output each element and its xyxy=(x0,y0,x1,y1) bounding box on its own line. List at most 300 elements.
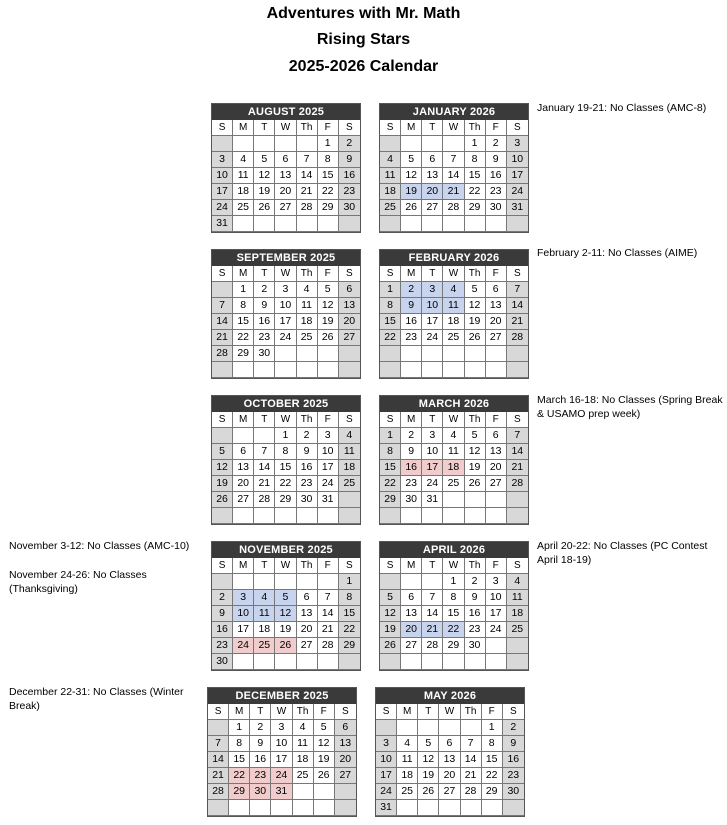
day-cell: 12 xyxy=(465,298,486,314)
weekday-label: M xyxy=(233,120,254,136)
day-cell: 27 xyxy=(422,200,443,216)
day-cell: 7 xyxy=(212,298,233,314)
day-cell: 26 xyxy=(465,330,486,346)
day-cell: 2 xyxy=(401,428,422,444)
day-cell: 30 xyxy=(503,784,524,800)
day-cell: 19 xyxy=(401,184,422,200)
empty-cell xyxy=(297,136,318,152)
day-cell: 30 xyxy=(465,638,486,654)
day-cell: 9 xyxy=(486,152,507,168)
empty-cell xyxy=(254,362,275,378)
empty-cell xyxy=(275,362,296,378)
empty-cell xyxy=(507,508,528,524)
day-cell: 22 xyxy=(380,330,401,346)
day-cell: 9 xyxy=(254,298,275,314)
weekday-label: Th xyxy=(293,704,314,720)
empty-cell xyxy=(443,362,464,378)
weekday-label: W xyxy=(271,704,292,720)
day-cell: 4 xyxy=(293,720,314,736)
day-cell: 25 xyxy=(397,784,418,800)
day-cell: 22 xyxy=(482,768,503,784)
day-cell: 15 xyxy=(229,752,250,768)
weekday-label: T xyxy=(254,558,275,574)
day-cell: 16 xyxy=(212,622,233,638)
weekday-label: F xyxy=(486,412,507,428)
day-cell: 7 xyxy=(254,444,275,460)
empty-cell xyxy=(254,216,275,232)
day-cell: 10 xyxy=(422,444,443,460)
day-cell: 24 xyxy=(507,184,528,200)
calendar-april-2026 xyxy=(379,541,529,671)
empty-cell xyxy=(339,362,360,378)
day-cell: 17 xyxy=(507,168,528,184)
day-cell: 8 xyxy=(339,590,360,606)
weekday-label: W xyxy=(275,120,296,136)
day-cell: 17 xyxy=(271,752,292,768)
day-cell: 1 xyxy=(380,428,401,444)
day-cell: 6 xyxy=(275,152,296,168)
empty-cell xyxy=(422,136,443,152)
day-cell: 6 xyxy=(422,152,443,168)
month-header: MAY 2026 xyxy=(376,688,524,704)
calendar-october-2025 xyxy=(211,395,361,525)
day-cell: 31 xyxy=(212,216,233,232)
day-cell: 9 xyxy=(401,298,422,314)
day-cell: 13 xyxy=(486,444,507,460)
empty-cell xyxy=(380,654,401,670)
empty-cell xyxy=(318,574,339,590)
day-cell: 6 xyxy=(401,590,422,606)
month-header: OCTOBER 2025 xyxy=(212,396,360,412)
day-cell: 15 xyxy=(339,606,360,622)
day-cell: 4 xyxy=(507,574,528,590)
day-cell: 22 xyxy=(233,330,254,346)
day-cell: 10 xyxy=(271,736,292,752)
empty-cell xyxy=(507,638,528,654)
day-cell: 8 xyxy=(275,444,296,460)
month-header: DECEMBER 2025 xyxy=(208,688,356,704)
empty-cell xyxy=(443,508,464,524)
month-header: NOVEMBER 2025 xyxy=(212,542,360,558)
day-cell: 5 xyxy=(465,428,486,444)
note-february: February 2-11: No Classes (AIME) xyxy=(537,247,698,259)
weekday-label: S xyxy=(380,120,401,136)
day-cell: 5 xyxy=(418,736,439,752)
weekday-label: S xyxy=(507,558,528,574)
day-cell: 14 xyxy=(318,606,339,622)
day-cell: 4 xyxy=(443,282,464,298)
day-cell: 12 xyxy=(314,736,335,752)
empty-cell xyxy=(482,800,503,816)
day-cell: 30 xyxy=(254,346,275,362)
month-grid xyxy=(208,704,356,816)
weekday-label: M xyxy=(233,558,254,574)
empty-cell xyxy=(465,346,486,362)
day-cell: 9 xyxy=(465,590,486,606)
day-cell: 25 xyxy=(380,200,401,216)
day-cell: 28 xyxy=(443,200,464,216)
weekday-label: F xyxy=(318,558,339,574)
empty-cell xyxy=(254,574,275,590)
empty-cell xyxy=(507,654,528,670)
day-cell: 29 xyxy=(482,784,503,800)
day-cell: 25 xyxy=(443,476,464,492)
day-cell: 22 xyxy=(465,184,486,200)
day-cell: 10 xyxy=(486,590,507,606)
day-cell: 16 xyxy=(503,752,524,768)
weekday-label: S xyxy=(212,558,233,574)
day-cell: 12 xyxy=(380,606,401,622)
weekday-label: F xyxy=(486,266,507,282)
day-cell: 24 xyxy=(233,638,254,654)
day-cell: 9 xyxy=(401,444,422,460)
day-cell: 9 xyxy=(297,444,318,460)
empty-cell xyxy=(418,720,439,736)
empty-cell xyxy=(376,720,397,736)
weekday-label: S xyxy=(339,266,360,282)
day-cell: 16 xyxy=(465,606,486,622)
empty-cell xyxy=(339,346,360,362)
empty-cell xyxy=(254,654,275,670)
day-cell: 16 xyxy=(339,168,360,184)
day-cell: 14 xyxy=(208,752,229,768)
day-cell: 28 xyxy=(507,330,528,346)
day-cell: 22 xyxy=(275,476,296,492)
day-cell: 1 xyxy=(380,282,401,298)
day-cell: 3 xyxy=(212,152,233,168)
day-cell: 8 xyxy=(233,298,254,314)
empty-cell xyxy=(318,654,339,670)
calendar-january-2026 xyxy=(379,103,529,233)
day-cell: 23 xyxy=(297,476,318,492)
empty-cell xyxy=(339,654,360,670)
day-cell: 27 xyxy=(335,768,356,784)
day-cell: 4 xyxy=(380,152,401,168)
day-cell: 28 xyxy=(212,346,233,362)
day-cell: 25 xyxy=(293,768,314,784)
day-cell: 23 xyxy=(250,768,271,784)
empty-cell xyxy=(212,362,233,378)
day-cell: 17 xyxy=(275,314,296,330)
day-cell: 6 xyxy=(486,282,507,298)
day-cell: 11 xyxy=(443,444,464,460)
empty-cell xyxy=(465,216,486,232)
empty-cell xyxy=(275,136,296,152)
weekday-label: S xyxy=(380,266,401,282)
note-april: April 20-22: No Classes (PC Contest April 18-19) xyxy=(537,540,708,566)
weekday-label: S xyxy=(339,412,360,428)
day-cell: 21 xyxy=(318,622,339,638)
weekday-label: W xyxy=(439,704,460,720)
empty-cell xyxy=(297,508,318,524)
day-cell: 3 xyxy=(422,428,443,444)
day-cell: 28 xyxy=(318,638,339,654)
day-cell: 23 xyxy=(486,184,507,200)
day-cell: 8 xyxy=(318,152,339,168)
day-cell: 6 xyxy=(339,282,360,298)
day-cell: 2 xyxy=(212,590,233,606)
day-cell: 30 xyxy=(297,492,318,508)
day-cell: 8 xyxy=(443,590,464,606)
day-cell: 22 xyxy=(380,476,401,492)
weekday-label: Th xyxy=(465,120,486,136)
weekday-label: Th xyxy=(461,704,482,720)
weekday-label: Th xyxy=(465,412,486,428)
empty-cell xyxy=(465,362,486,378)
day-cell: 19 xyxy=(418,768,439,784)
weekday-label: S xyxy=(208,704,229,720)
empty-cell xyxy=(233,216,254,232)
empty-cell xyxy=(380,574,401,590)
month-grid xyxy=(212,120,360,232)
day-cell: 7 xyxy=(461,736,482,752)
day-cell: 23 xyxy=(465,622,486,638)
weekday-label: S xyxy=(503,704,524,720)
month-grid xyxy=(380,266,528,378)
day-cell: 3 xyxy=(275,282,296,298)
weekday-label: T xyxy=(254,412,275,428)
day-cell: 26 xyxy=(275,638,296,654)
day-cell: 16 xyxy=(486,168,507,184)
day-cell: 29 xyxy=(443,638,464,654)
day-cell: 7 xyxy=(507,282,528,298)
day-cell: 30 xyxy=(339,200,360,216)
month-header: APRIL 2026 xyxy=(380,542,528,558)
day-cell: 1 xyxy=(339,574,360,590)
day-cell: 19 xyxy=(275,622,296,638)
day-cell: 1 xyxy=(229,720,250,736)
empty-cell xyxy=(380,136,401,152)
day-cell: 2 xyxy=(486,136,507,152)
day-cell: 27 xyxy=(486,330,507,346)
weekday-label: S xyxy=(212,412,233,428)
day-cell: 13 xyxy=(339,298,360,314)
weekday-label: T xyxy=(254,120,275,136)
day-cell: 5 xyxy=(254,152,275,168)
day-cell: 3 xyxy=(271,720,292,736)
day-cell: 21 xyxy=(208,768,229,784)
day-cell: 16 xyxy=(254,314,275,330)
weekday-label: T xyxy=(250,704,271,720)
day-cell: 17 xyxy=(422,460,443,476)
weekday-label: S xyxy=(212,266,233,282)
empty-cell xyxy=(465,508,486,524)
day-cell: 8 xyxy=(380,298,401,314)
empty-cell xyxy=(422,508,443,524)
day-cell: 21 xyxy=(443,184,464,200)
day-cell: 28 xyxy=(254,492,275,508)
empty-cell xyxy=(293,784,314,800)
day-cell: 7 xyxy=(443,152,464,168)
day-cell: 27 xyxy=(233,492,254,508)
day-cell: 18 xyxy=(293,752,314,768)
day-cell: 6 xyxy=(335,720,356,736)
day-cell: 13 xyxy=(275,168,296,184)
day-cell: 7 xyxy=(422,590,443,606)
day-cell: 2 xyxy=(401,282,422,298)
day-cell: 1 xyxy=(443,574,464,590)
note-december: December 22-31: No Classes (Winter Break) xyxy=(9,686,184,712)
day-cell: 30 xyxy=(250,784,271,800)
day-cell: 16 xyxy=(401,314,422,330)
weekday-label: W xyxy=(275,558,296,574)
day-cell: 19 xyxy=(318,314,339,330)
day-cell: 17 xyxy=(486,606,507,622)
day-cell: 23 xyxy=(503,768,524,784)
empty-cell xyxy=(443,136,464,152)
weekday-label: S xyxy=(335,704,356,720)
day-cell: 7 xyxy=(507,428,528,444)
day-cell: 10 xyxy=(507,152,528,168)
empty-cell xyxy=(507,216,528,232)
calendar-may-2026 xyxy=(375,687,525,817)
day-cell: 19 xyxy=(212,476,233,492)
empty-cell xyxy=(486,216,507,232)
weekday-label: S xyxy=(507,120,528,136)
day-cell: 5 xyxy=(465,282,486,298)
day-cell: 20 xyxy=(297,622,318,638)
day-cell: 24 xyxy=(318,476,339,492)
day-cell: 29 xyxy=(229,784,250,800)
weekday-label: S xyxy=(339,120,360,136)
empty-cell xyxy=(401,654,422,670)
day-cell: 12 xyxy=(254,168,275,184)
day-cell: 20 xyxy=(422,184,443,200)
empty-cell xyxy=(297,574,318,590)
empty-cell xyxy=(208,720,229,736)
day-cell: 26 xyxy=(254,200,275,216)
weekday-label: S xyxy=(212,120,233,136)
empty-cell xyxy=(507,362,528,378)
day-cell: 22 xyxy=(339,622,360,638)
day-cell: 24 xyxy=(271,768,292,784)
day-cell: 10 xyxy=(275,298,296,314)
day-cell: 31 xyxy=(507,200,528,216)
day-cell: 17 xyxy=(376,768,397,784)
empty-cell xyxy=(507,492,528,508)
empty-cell xyxy=(401,574,422,590)
day-cell: 26 xyxy=(318,330,339,346)
day-cell: 9 xyxy=(339,152,360,168)
day-cell: 25 xyxy=(443,330,464,346)
empty-cell xyxy=(380,346,401,362)
note-january: January 19-21: No Classes (AMC-8) xyxy=(537,102,707,114)
day-cell: 4 xyxy=(443,428,464,444)
day-cell: 3 xyxy=(486,574,507,590)
note-march: March 16-18: No Classes (Spring Break & USAMO prep week) xyxy=(537,394,723,420)
day-cell: 23 xyxy=(339,184,360,200)
empty-cell xyxy=(339,492,360,508)
day-cell: 8 xyxy=(229,736,250,752)
day-cell: 12 xyxy=(275,606,296,622)
weekday-label: T xyxy=(254,266,275,282)
empty-cell xyxy=(335,784,356,800)
day-cell: 2 xyxy=(250,720,271,736)
day-cell: 7 xyxy=(297,152,318,168)
day-cell: 12 xyxy=(401,168,422,184)
day-cell: 6 xyxy=(486,428,507,444)
title-line-3: 2025-2026 Calendar xyxy=(288,58,439,75)
day-cell: 25 xyxy=(254,638,275,654)
empty-cell xyxy=(212,574,233,590)
day-cell: 10 xyxy=(212,168,233,184)
day-cell: 20 xyxy=(486,314,507,330)
empty-cell xyxy=(275,574,296,590)
day-cell: 23 xyxy=(254,330,275,346)
empty-cell xyxy=(254,428,275,444)
empty-cell xyxy=(318,216,339,232)
weekday-label: M xyxy=(401,120,422,136)
day-cell: 15 xyxy=(443,606,464,622)
day-cell: 14 xyxy=(443,168,464,184)
day-cell: 11 xyxy=(254,606,275,622)
day-cell: 20 xyxy=(339,314,360,330)
day-cell: 14 xyxy=(422,606,443,622)
day-cell: 15 xyxy=(482,752,503,768)
weekday-label: M xyxy=(233,266,254,282)
day-cell: 13 xyxy=(422,168,443,184)
day-cell: 29 xyxy=(465,200,486,216)
weekday-label: T xyxy=(422,120,443,136)
day-cell: 4 xyxy=(233,152,254,168)
empty-cell xyxy=(486,654,507,670)
day-cell: 5 xyxy=(314,720,335,736)
weekday-label: F xyxy=(318,120,339,136)
weekday-label: Th xyxy=(297,558,318,574)
day-cell: 18 xyxy=(233,184,254,200)
day-cell: 12 xyxy=(465,444,486,460)
day-cell: 10 xyxy=(318,444,339,460)
day-cell: 31 xyxy=(271,784,292,800)
day-cell: 29 xyxy=(275,492,296,508)
month-grid xyxy=(380,412,528,524)
empty-cell xyxy=(275,654,296,670)
day-cell: 19 xyxy=(465,314,486,330)
day-cell: 11 xyxy=(380,168,401,184)
empty-cell xyxy=(443,492,464,508)
empty-cell xyxy=(422,362,443,378)
day-cell: 31 xyxy=(318,492,339,508)
empty-cell xyxy=(461,800,482,816)
day-cell: 25 xyxy=(297,330,318,346)
weekday-label: M xyxy=(401,266,422,282)
day-cell: 9 xyxy=(503,736,524,752)
day-cell: 11 xyxy=(443,298,464,314)
empty-cell xyxy=(439,800,460,816)
weekday-label: W xyxy=(275,266,296,282)
empty-cell xyxy=(212,282,233,298)
weekday-label: S xyxy=(376,704,397,720)
day-cell: 8 xyxy=(380,444,401,460)
day-cell: 6 xyxy=(297,590,318,606)
day-cell: 21 xyxy=(422,622,443,638)
empty-cell xyxy=(443,346,464,362)
weekday-label: W xyxy=(443,412,464,428)
day-cell: 20 xyxy=(439,768,460,784)
day-cell: 8 xyxy=(482,736,503,752)
day-cell: 22 xyxy=(229,768,250,784)
empty-cell xyxy=(380,362,401,378)
empty-cell xyxy=(254,136,275,152)
weekday-label: M xyxy=(397,704,418,720)
weekday-label: F xyxy=(482,704,503,720)
day-cell: 18 xyxy=(297,314,318,330)
empty-cell xyxy=(401,346,422,362)
empty-cell xyxy=(401,362,422,378)
weekday-label: T xyxy=(418,704,439,720)
day-cell: 28 xyxy=(507,476,528,492)
empty-cell xyxy=(503,800,524,816)
